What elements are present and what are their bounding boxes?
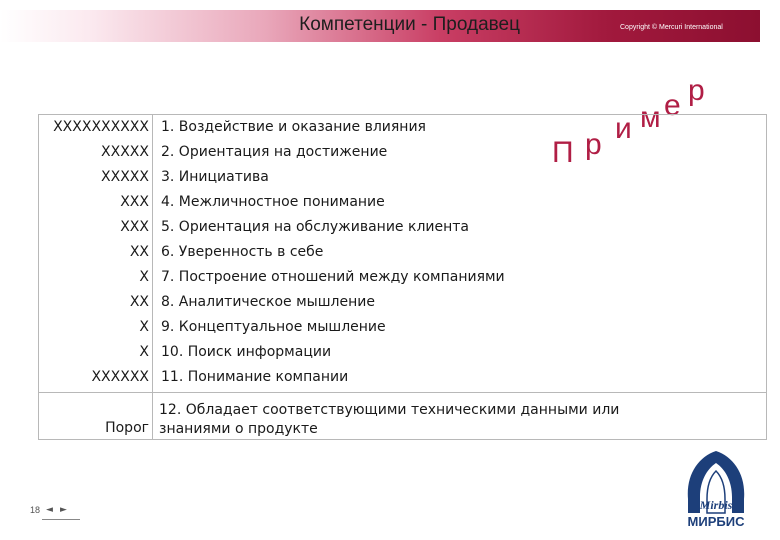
table-row [39, 241, 768, 266]
table-row [39, 291, 768, 316]
level-cell: XXXXX [101, 144, 149, 160]
next-slide-icon[interactable]: ► [60, 505, 67, 515]
nav-underline [42, 519, 80, 520]
competency-cell: 3. Инициатива [161, 169, 269, 185]
logo-script: Mirbis [699, 498, 733, 512]
competency-cell: 11. Понимание компании [161, 369, 349, 385]
level-cell: XX [129, 244, 149, 260]
table-row [39, 341, 768, 366]
level-cell: X [139, 319, 149, 335]
table-row [39, 166, 768, 191]
threshold-text [159, 401, 659, 439]
level-cell: X [139, 344, 149, 360]
level-cell: XXX [120, 194, 149, 210]
table-row [39, 266, 768, 291]
copyright-text: Copyright © Mercuri International [620, 24, 723, 31]
watermark-letter: р [585, 128, 602, 161]
table-row [39, 116, 768, 141]
watermark-letter: и [615, 112, 632, 145]
competency-cell: 6. Уверенность в себе [161, 244, 324, 260]
level-cell: XXX [120, 219, 149, 235]
threshold-label: Порог [105, 420, 149, 436]
prev-slide-icon[interactable]: ◄ [46, 505, 53, 515]
threshold-line: знаниями о продукте [159, 421, 318, 437]
row-divider [39, 392, 766, 393]
competency-cell: 7. Построение отношений между компаниями [161, 269, 505, 285]
threshold-line: 12. Обладает соответствующими техническими данными или [159, 402, 620, 418]
table-row [39, 366, 768, 391]
table-row [39, 216, 768, 241]
table-row [39, 316, 768, 341]
competency-cell: 10. Поиск информации [161, 344, 332, 360]
level-cell: XXXXXX [91, 369, 149, 385]
competency-cell: 4. Межличностное понимание [161, 194, 385, 210]
watermark-letter: р [688, 74, 705, 107]
competency-cell: 2. Ориентация на достижение [161, 144, 388, 160]
competency-cell: 5. Ориентация на обслуживание клиента [161, 219, 469, 235]
level-cell: XXXXX [101, 169, 149, 185]
table-row [39, 191, 768, 216]
competency-table [38, 114, 767, 440]
watermark-letter: П [552, 136, 574, 169]
watermark-letter: е [664, 89, 681, 122]
competency-cell: 9. Концептуальное мышление [161, 319, 386, 335]
competency-cell: 1. Воздействие и оказание влияния [161, 119, 426, 135]
level-cell: X [139, 269, 149, 285]
competency-cell: 8. Аналитическое мышление [161, 294, 375, 310]
table-row [39, 141, 768, 166]
level-cell: XX [129, 294, 149, 310]
page-title: Компетенции - Продавец [299, 14, 520, 35]
logo-name: МИРБИС [687, 514, 745, 529]
page-number: 18 [30, 505, 41, 515]
level-cell: XXXXXXXXXX [53, 119, 149, 135]
watermark-letter: м [640, 101, 661, 134]
